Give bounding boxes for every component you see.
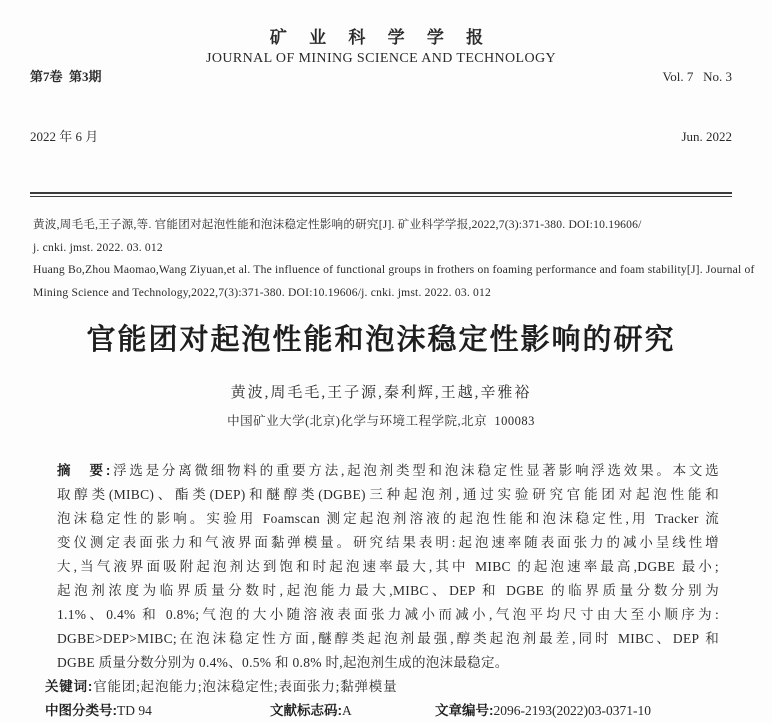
- abstract-block: [57, 459, 719, 675]
- abstract-text: 浮选是分离微细物料的重要方法,起泡剂类型和泡沫稳定性显著影响浮选效果。本文选: [110, 463, 719, 478]
- journal-header: [30, 27, 732, 187]
- abstract-line: 1.1%、0.4% 和 0.8%;气泡的大小随溶液表面张力减小而减小,气泡平均尺寸由大至小顺序为:: [57, 607, 719, 622]
- header-volume-issue-en: [597, 27, 732, 187]
- citation-line-en-2: Mining Science and Technology,2022,7(3):371-380. DOI:10.19606/j. cnki. jmst. 2022. 03. 012: [33, 285, 492, 299]
- keywords-label: 关键词:: [45, 679, 94, 694]
- abstract-line: 起泡剂浓度为临界质量分数时,起泡能力最大,MIBC、DEP 和 DGBE 的临界质量分数分别为: [57, 583, 719, 598]
- article-id-value: 2096-2193(2022)03-0371-10: [493, 703, 651, 718]
- header-double-rule: [30, 192, 732, 197]
- citation-line-cn-2: j. cnki. jmst. 2022. 03. 012: [33, 240, 163, 254]
- article-id: [435, 699, 651, 723]
- journal-title-cn: 矿 业 科 学 学 报: [269, 28, 493, 47]
- clc-value: TD 94: [117, 703, 152, 718]
- abstract-line: DGBE>DEP>MIBC;在泡沫稳定性方面,醚醇类起泡剂最强,醇类起泡剂最差,同时 MIBC、DEP 和: [57, 631, 719, 646]
- article-affiliation: 中国矿业大学(北京)化学与环境工程学院,北京 100083: [227, 414, 535, 428]
- volume-issue-cn: 第7卷 第3期: [30, 69, 102, 84]
- abstract-label: 摘 要:: [57, 463, 111, 478]
- journal-title-en: JOURNAL OF MINING SCIENCE AND TECHNOLOGY: [205, 51, 557, 66]
- volume-issue-en: Vol. 7 No. 3: [662, 69, 732, 84]
- document-code: [270, 699, 352, 723]
- article-id-label: 文章编号:: [435, 703, 494, 718]
- clc-label: 中图分类号:: [45, 703, 117, 718]
- date-cn: 2022 年 6 月: [30, 129, 99, 144]
- article-authors: 黄波,周毛毛,王子源,秦利辉,王越,辛雅裕: [230, 385, 532, 401]
- date-en: Jun. 2022: [681, 129, 732, 144]
- keywords-value: 官能团;起泡能力;泡沫稳定性;表面张力;黏弹模量: [93, 679, 398, 694]
- header-volume-issue-cn: [30, 27, 165, 187]
- page-content: [30, 0, 755, 723]
- journal-title-block: [165, 27, 597, 69]
- abstract-line: 取醇类(MIBC)、酯类(DEP)和醚醇类(DGBE)三种起泡剂,通过实验研究官能团对起泡性能和: [57, 487, 719, 502]
- document-code-label: 文献标志码:: [270, 703, 342, 718]
- meta-row: [45, 699, 732, 723]
- abstract-line: DGBE 质量分数分别为 0.4%、0.5% 和 0.8% 时,起泡剂生成的泡沫最稳定。: [57, 655, 509, 670]
- article-title: 官能团对起泡性能和泡沫稳定性影响的研究: [86, 324, 676, 356]
- abstract-line: 泡沫稳定性的影响。实验用 Foamscan 测定起泡剂溶液的起泡性能和泡沫稳定性,用 Tracker 流: [57, 511, 719, 526]
- document-code-value: A: [342, 703, 352, 718]
- clc-number: [45, 699, 152, 723]
- keywords-row: [45, 675, 732, 699]
- abstract-line: 大,当气液界面吸附起泡剂达到饱和时起泡速率最大,其中 MIBC 的起泡速率最高,DGBE 最小;: [57, 559, 719, 574]
- abstract-line: 变仪测定表面张力和气液界面黏弹模量。研究结果表明:起泡速率随表面张力的减小呈线性增: [57, 535, 719, 550]
- citation-line-cn-1: 黄波,周毛毛,王子源,等. 官能团对起泡性能和泡沫稳定性影响的研究[J]. 矿业科学学报,2022,7(3):371-380. DOI:10.19606/: [33, 218, 642, 231]
- citation-block: [33, 214, 755, 304]
- abstract-line: [57, 459, 719, 483]
- citation-line-en-1: Huang Bo,Zhou Maomao,Wang Ziyuan,et al. The influence of functional groups in frothers on foaming performance and foam stability[J]. Journal of: [33, 263, 755, 276]
